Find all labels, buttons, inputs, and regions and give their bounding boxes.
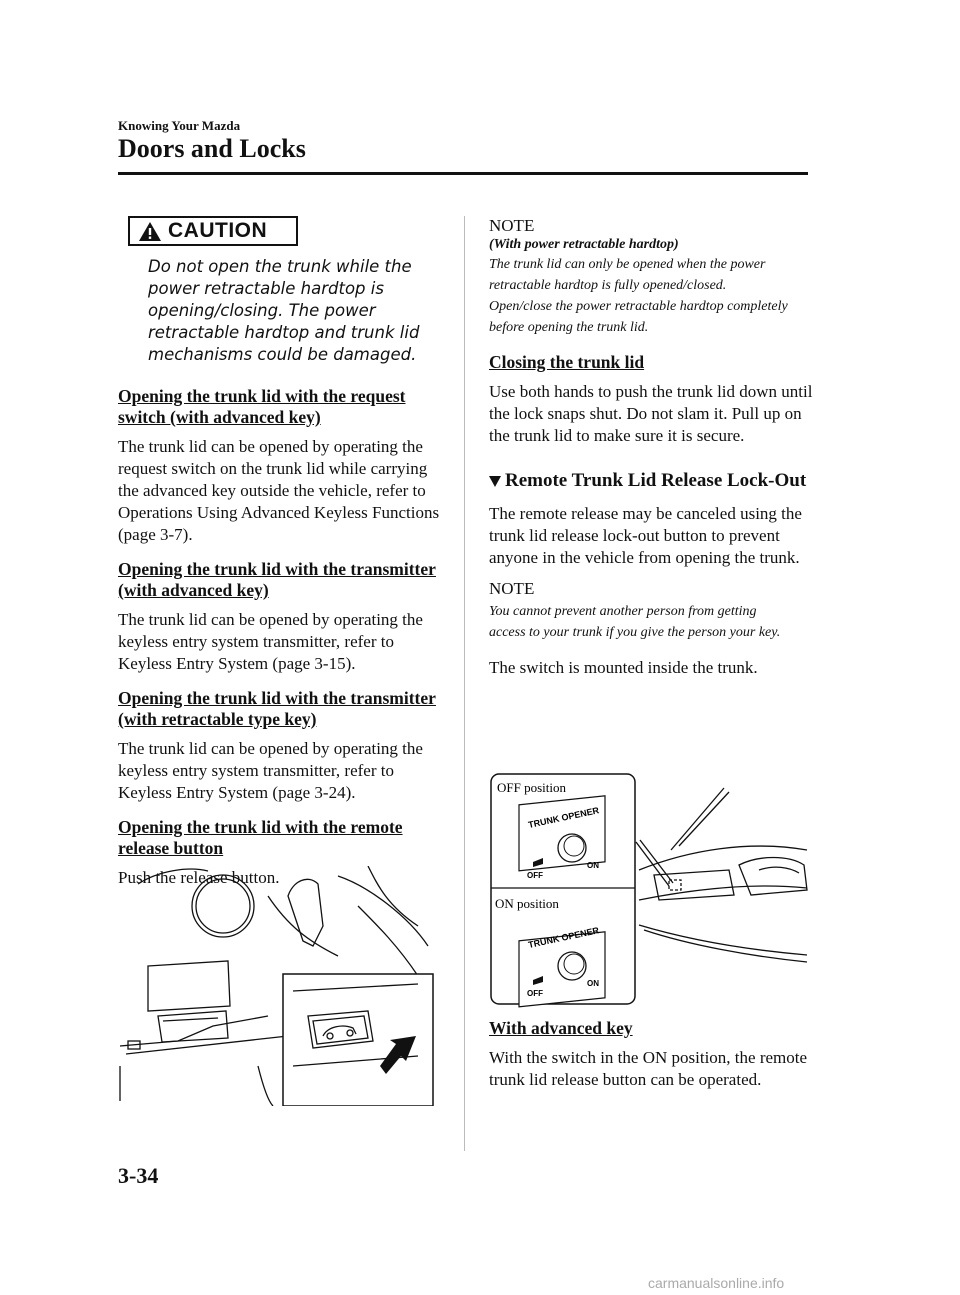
note-text: The trunk lid can only be opened when the power retractable hardtop is fully opened/closed. Open/close the power retractable hardtop completely before opening the trunk lid. xyxy=(489,257,788,335)
switch-location-text: The switch is mounted inside the trunk. xyxy=(489,658,758,677)
section-label: Knowing Your Mazda xyxy=(118,118,241,133)
section-heading: With advanced key xyxy=(489,1018,633,1038)
section-closing xyxy=(489,352,819,447)
triangle-bullet-icon xyxy=(489,476,501,487)
right-column xyxy=(489,216,819,679)
svg-text:ON: ON xyxy=(587,979,599,988)
caution-badge xyxy=(128,216,298,246)
section-heading: Opening the trunk lid with the request switch (with advanced key) xyxy=(118,386,406,427)
off-position-label: OFF position xyxy=(497,780,566,795)
page-title: Doors and Locks xyxy=(118,134,306,163)
left-column xyxy=(118,216,440,889)
section-body: The trunk lid can be opened by operating the keyless entry system transmitter, refer to Keyless Entry System (page 3-15). xyxy=(118,610,423,673)
page-number: 3-34 xyxy=(118,1163,159,1188)
section-transmitter-advanced xyxy=(118,559,440,675)
svg-text:TRUNK OPENER: TRUNK OPENER xyxy=(527,925,600,950)
section-request-switch xyxy=(118,386,440,546)
svg-text:ON: ON xyxy=(587,861,599,870)
svg-text:TRUNK OPENER: TRUNK OPENER xyxy=(527,805,600,830)
svg-text:OFF: OFF xyxy=(527,871,543,880)
note-label: NOTE xyxy=(489,216,535,235)
caution-label: CAUTION xyxy=(168,219,268,242)
section-body: With the switch in the ON position, the remote trunk lid release button can be operated. xyxy=(489,1048,808,1089)
svg-text:OFF: OFF xyxy=(527,989,543,998)
section-body: Push the release button. xyxy=(118,868,280,887)
section-heading: Closing the trunk lid xyxy=(489,352,645,372)
note-label: NOTE xyxy=(489,579,535,598)
column-divider xyxy=(464,216,465,1151)
caution-text: Do not open the trunk while the power retractable hardtop is opening/closing. The power retractable hardtop and trunk lid mechanisms could be damaged. xyxy=(148,257,420,364)
section-heading: Opening the trunk lid with the transmitter (with retractable type key) xyxy=(118,688,436,729)
trunk-opener-switch-illustration xyxy=(489,770,809,1008)
release-button-illustration xyxy=(118,866,436,1106)
note-2 xyxy=(489,579,819,643)
section-transmitter-retractable xyxy=(118,688,440,804)
warning-icon xyxy=(138,221,162,242)
section-body: The trunk lid can be opened by operating the keyless entry system transmitter, refer to Keyless Entry System (page 3-24). xyxy=(118,739,423,802)
note-subtitle: (With power retractable hardtop) xyxy=(489,237,679,252)
section-advanced-key xyxy=(489,1018,819,1091)
watermark: carmanualsonline.info xyxy=(648,1275,785,1291)
section-lockout xyxy=(489,469,819,569)
section-body: The remote release may be canceled using the trunk lid release lock-out button to prevent anyone in the vehicle from opening the trunk. xyxy=(489,504,802,567)
section-body: The trunk lid can be opened by operating the request switch on the trunk lid while carrying the advanced key outside the vehicle, refer to Operations Using Advanced Keyless Functions (page 3-7). xyxy=(118,437,440,544)
on-position-label: ON position xyxy=(495,896,559,911)
note-text: You cannot prevent another person from getting access to your trunk if you give the person your key. xyxy=(489,604,781,640)
header-rule xyxy=(118,172,808,175)
section-heading: Opening the trunk lid with the remote release button xyxy=(118,817,403,858)
section-heading-text: Remote Trunk Lid Release Lock-Out xyxy=(505,470,807,491)
section-heading xyxy=(489,469,819,493)
section-body: Use both hands to push the trunk lid down until the lock snaps shut. Do not slam it. Pull up on the trunk lid to make sure it is secure. xyxy=(489,382,813,445)
section-heading: Opening the trunk lid with the transmitter (with advanced key) xyxy=(118,559,436,600)
